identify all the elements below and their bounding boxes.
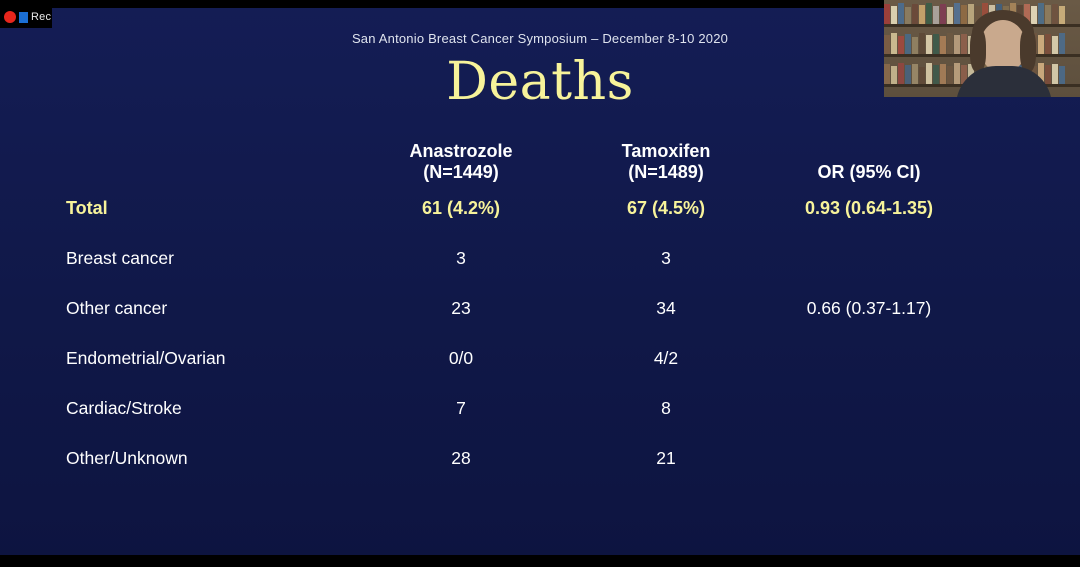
column-header-anastrozole: Anastrozole (N=1449)	[409, 141, 513, 182]
page-title: Deaths	[446, 52, 634, 112]
table-row	[66, 183, 972, 233]
column-header-tamoxifen: Tamoxifen (N=1489)	[621, 141, 711, 182]
row-odds-ratio	[766, 383, 972, 433]
row-label: Cardiac/Stroke	[66, 397, 182, 418]
row-odds-ratio	[766, 433, 972, 483]
row-anastrozole: 61 (4.2%)	[421, 197, 501, 218]
recording-label: Rec	[31, 10, 52, 23]
row-label: Breast cancer	[66, 247, 174, 268]
presenter-hair-right	[1020, 28, 1036, 72]
stop-square-icon	[19, 12, 28, 23]
row-tamoxifen: 3	[661, 247, 671, 268]
row-tamoxifen: 8	[661, 397, 671, 418]
column-header-odds-ratio: OR (95% CI)	[817, 162, 921, 182]
conference-header: San Antonio Breast Cancer Symposium – December 8-10 2020	[351, 31, 729, 46]
deaths-table	[66, 140, 972, 483]
column-header-blank	[66, 140, 356, 183]
record-dot-icon	[4, 11, 16, 23]
row-tamoxifen: 34	[656, 297, 676, 318]
table-row	[66, 333, 972, 383]
row-odds-ratio	[766, 333, 972, 383]
row-anastrozole: 3	[456, 247, 466, 268]
presenter-video-thumbnail[interactable]	[884, 0, 1080, 97]
row-tamoxifen: 4/2	[653, 347, 679, 368]
table-header	[66, 140, 972, 183]
row-odds-ratio: 0.66 (0.37-1.17)	[806, 297, 932, 318]
table-header-row	[66, 140, 972, 183]
table-row	[66, 433, 972, 483]
presenter-hair-left	[970, 28, 986, 72]
row-odds-ratio	[766, 233, 972, 283]
letterbox-bottom	[0, 555, 1080, 567]
row-anastrozole: 28	[451, 447, 471, 468]
row-anastrozole: 7	[456, 397, 466, 418]
row-label: Endometrial/Ovarian	[66, 347, 226, 368]
table-row	[66, 233, 972, 283]
row-anastrozole: 0/0	[448, 347, 474, 368]
row-odds-ratio: 0.93 (0.64-1.35)	[804, 197, 934, 218]
row-label: Other/Unknown	[66, 447, 188, 468]
row-label: Total	[66, 197, 108, 218]
row-anastrozole: 23	[451, 297, 471, 318]
deaths-table-container	[66, 140, 972, 483]
table-body	[66, 183, 972, 483]
row-tamoxifen: 21	[656, 447, 676, 468]
row-label: Other cancer	[66, 297, 168, 318]
table-row	[66, 383, 972, 433]
recording-indicator[interactable]	[0, 6, 52, 28]
row-tamoxifen: 67 (4.5%)	[626, 197, 706, 218]
table-row	[66, 283, 972, 333]
